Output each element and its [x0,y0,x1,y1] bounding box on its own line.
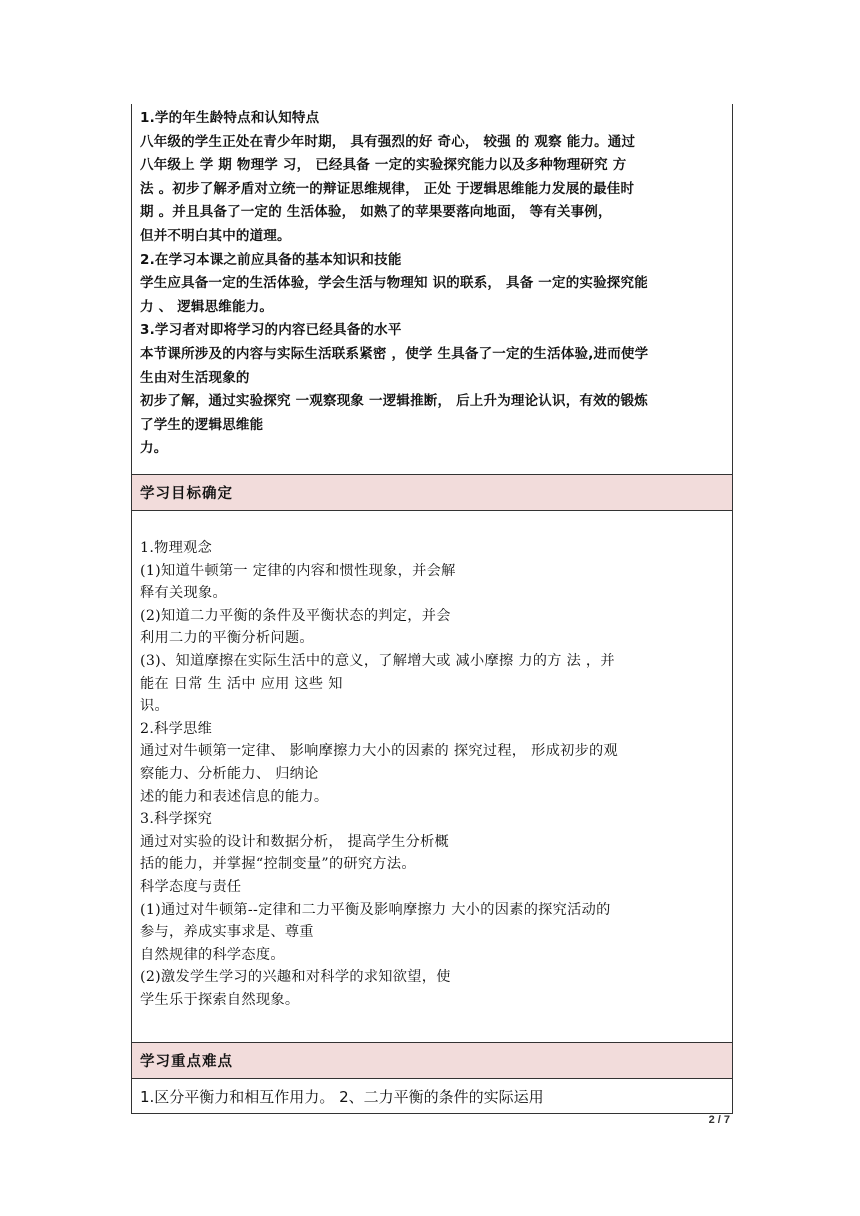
text-line: (3)、知道摩擦在实际生活中的意义，了解增大或 减小摩擦 力的方 法 ，并 [140,652,615,669]
text-line: 生由对生活现象的 [140,369,250,386]
text-line: 利用二力的平衡分析问题。 [140,630,314,647]
text-line: 通过对牛顿第一定律、 影响摩擦力大小的因素的 探究过程， 形成初步的观 [140,743,619,760]
text-line: 释有关现象。 [140,585,227,602]
text-line: 但并不明白其中的道理。 [140,227,291,244]
key-points-header: 学习重点难点 [132,1043,732,1079]
text-line: 述的能力和表述信息的能力。 [140,788,329,805]
text-line: 自然规律的科学态度。 [140,946,285,963]
text-line: (1)知道牛顿第一 定律的内容和惯性现象，并会解 [140,562,456,579]
text-line: 通过对实验的设计和数据分析， 提高学生分析概 [140,833,450,850]
text-line: 1.学的年生龄特点和认知特点 [140,110,320,126]
text-line: 参与，养成实事求是、尊重 [140,924,314,941]
learning-goals-cell [132,511,732,1043]
text-line: 初步了解，通过实验探究 一观察现象 一逻辑推断， 后上升为理论认识，有效的锻炼 [140,393,648,410]
text-line: 3.科学探究 [140,811,213,828]
page-number: 2 / 7 [708,1114,730,1126]
learner-analysis-cell [132,104,732,475]
text-line: 括的能力，并掌握“控制变量”的研究方法。 [140,856,416,873]
text-line: 识。 [140,698,169,715]
text-line: 期 。并且具备了一定的 生活体验， 如熟了的苹果要落向地面， 等有关事例， [140,204,612,221]
text-line: 学生应具备一定的生活体验，学会生活与物理知 识的联系， 具备 一定的实验探究能 [140,275,648,292]
text-line: 八年级上 学 期 物理学 习， 已经具备 一定的实验探究能力以及多种物理研究 方 [140,157,627,174]
text-line: 力。 [140,440,168,457]
text-line: 八年级的学生正处在青少年时期， 具有强烈的好 奇心， 较强 的 观察 能力。通过 [140,133,636,150]
text-line: 2.在学习本课之前应具备的基本知识和技能 [140,251,402,268]
goals-header: 学习目标确定 [132,475,732,511]
key-points-cell: 1.区分平衡力和相互作用力。 2、二力平衡的条件的实际运用 [132,1079,732,1114]
text-line: 本节课所涉及的内容与实际生活联系紧密 ，使学 生具备了一定的生活体验,进而使学 [140,345,649,362]
text-line: 1.物理观念 [140,540,213,556]
text-line: 3.学习者对即将学习的内容已经具备的水平 [140,322,402,339]
text-line: (2)知道二力平衡的条件及平衡状态的判定，并会 [140,607,451,624]
text-line: 力 、 逻辑思维能力。 [140,298,274,315]
text-line: 2.科学思维 [140,720,213,737]
text-line: 了学生的逻辑思维能 [140,416,264,433]
text-line: (2)激发学生学习的兴趣和对科学的求知欲望，使 [140,969,451,986]
lesson-plan-table [131,104,733,1114]
text-line: 法 。初步了解矛盾对立统一的辩证思维规律， 正处 于逻辑思维能力发展的最佳时 [140,180,635,197]
text-line: 能在 日常 生 活中 应用 这些 知 [140,675,343,692]
text-line: 察能力、分析能力、 归纳论 [140,765,319,782]
text-line: 学生乐于探索自然现象。 [140,991,300,1008]
text-line: 科学态度与责任 [140,878,242,895]
text-line: (1)通过对牛顿第--定律和二力平衡及影响摩擦力 大小的因素的探究活动的 [140,901,611,918]
